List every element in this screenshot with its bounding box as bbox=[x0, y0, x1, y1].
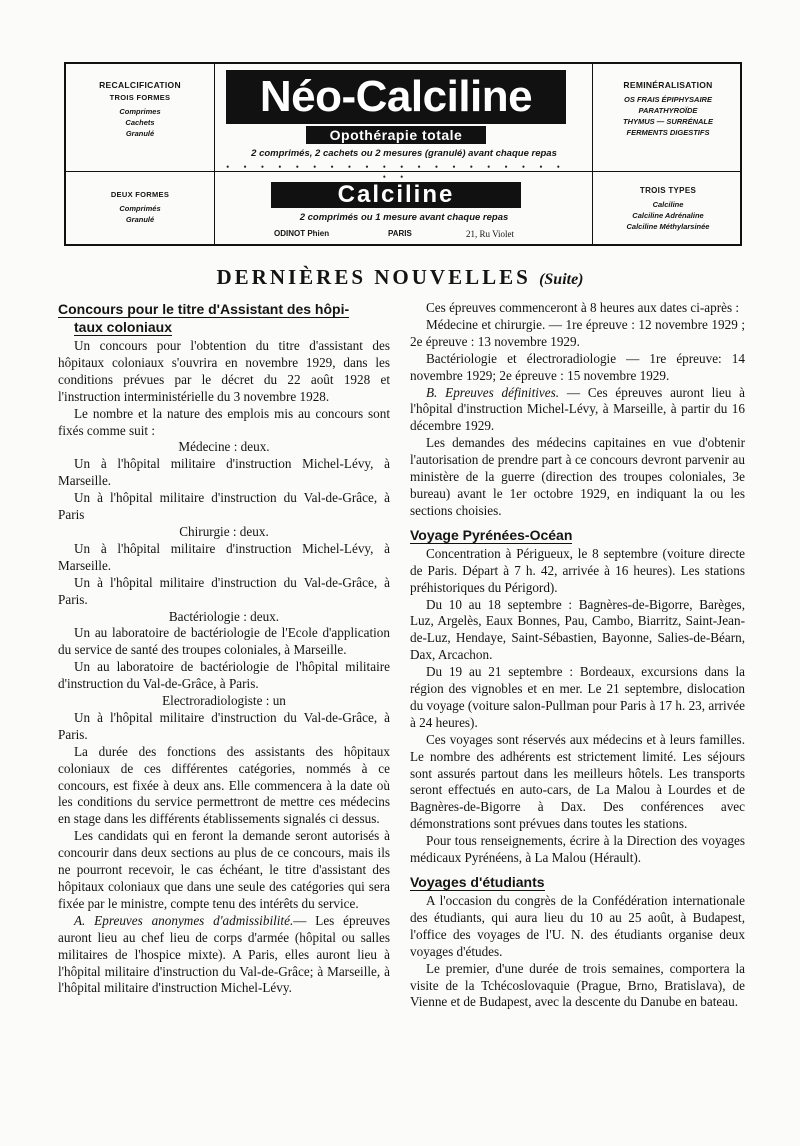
ad-divider-right bbox=[592, 64, 593, 244]
ad-left-item: Comprimes bbox=[119, 107, 161, 116]
ad-maker: ODINOT Phien bbox=[274, 229, 330, 238]
ad-divider-left bbox=[214, 64, 215, 244]
paragraph: A l'occasion du congrès de la Confédération internationale des étudiants, qui aura lieu du 10 au 25 août, à Budapest, l'office des voyages de l'U. N. des étudiants organise deux voyages d'études. bbox=[410, 893, 745, 959]
paragraph: Du 19 au 21 septembre : Bordeaux, excursions dans la région des vignobles et en mer. Le 21 septembre, dislocation du voyage (voiture salon-Pullman pour Paris à 17 h. 23, arrivée à 24 heures). bbox=[410, 664, 745, 730]
category-heading: Médecine : deux. bbox=[178, 439, 270, 455]
paragraph: Un à l'hôpital militaire d'instruction du Val-de-Grâce, à Paris. bbox=[58, 709, 390, 742]
page-title-suite: (Suite) bbox=[539, 271, 584, 288]
ad-right-heading: REMINÉRALISATION bbox=[623, 80, 713, 90]
paragraph: Ces voyages sont réservés aux médecins et à leurs familles. Le nombre des adhérents est strictement limité. Les séjours sont assurés partout dans les meilleurs hôtels. Les transports seront effectués en auto-cars, de La Malou à Lourdes et de Bagnères-de-Bigorre à Dax. Des conférences avec démonstrations sont prévues dans toutes les stations. bbox=[410, 731, 745, 832]
ad-right-item: THYMUS — SURRÉNALE bbox=[622, 117, 713, 126]
ad-left-sub: TROIS FORMES bbox=[109, 93, 171, 102]
ad-right2-item: Calciline Méthylarsinée bbox=[626, 222, 710, 231]
paragraph: Un à l'hôpital militaire d'instruction Michel-Lévy, à Marseille. bbox=[58, 456, 390, 489]
brand-neo-calciline: Néo-Calciline bbox=[226, 70, 566, 124]
ad-left-heading: RECALCIFICATION bbox=[99, 80, 181, 90]
brand-calciline: Calciline bbox=[271, 182, 521, 208]
ad-right-bottom bbox=[596, 186, 740, 232]
ad-city: PARIS bbox=[388, 229, 412, 238]
section-heading-line: Voyages d'étudiants bbox=[410, 874, 545, 890]
page-title-text: DERNIÈRES NOUVELLES bbox=[216, 265, 531, 289]
paragraph: La durée des fonctions des assistants des hôpitaux coloniaux de ces différentes catégories, nommés à ce concours, est fixée à deux ans. Elle commencera à la date où les conditions du service permettront de mettre ces médecins en stage dans les différents établissements signalés ci dessus. bbox=[58, 743, 390, 827]
paragraph: Un à l'hôpital militaire d'instruction Michel-Lévy, à Marseille. bbox=[58, 540, 390, 573]
ad-right2-item: Calciline Adrénaline bbox=[632, 211, 704, 220]
paragraph: Le premier, d'une durée de trois semaines, comportera la visite de la Tchécoslovaquie (Prague, Brno, Bratislava), de Vienne et de Budapest, avec la descente du Danube en bateau. bbox=[410, 960, 745, 1010]
paragraph-label: B. Epreuves définitives. bbox=[426, 384, 560, 400]
ad-left-item: Granulé bbox=[125, 129, 155, 138]
category-heading: Bactériologie : deux. bbox=[168, 608, 280, 624]
ad-right-item: OS FRAIS ÉPIPHYSAIRE bbox=[624, 95, 712, 104]
brand-subtitle: Opothérapie totale bbox=[306, 126, 486, 144]
paragraph-text: — Les épreuves auront lieu au chef lieu de corps d'armée (hôpital ou salles militaires de l'hospice mixte). A Paris, elles auront lieu à l'hôpital militaire d'instruction du Val-de-Grâce; à Marseille, à l'hôpital militaire d'instruction Michel-Lévy. bbox=[58, 912, 390, 996]
paragraph: Concentration à Périgueux, le 8 septembre (voiture directe de Paris. Départ à 7 h. 42, arrivée à 16 heures). Les stations préhistoriques du Périgord). bbox=[410, 545, 745, 595]
ad-dosage-2: 2 comprimés ou 1 mesure avant chaque repas bbox=[299, 212, 509, 223]
paragraph: Un à l'hôpital militaire d'instruction du Val-de-Grâce, à Paris. bbox=[58, 574, 390, 607]
paragraph: Le nombre et la nature des emplois mis au concours sont fixés comme suit : bbox=[58, 405, 390, 438]
section-heading-etudiants bbox=[410, 873, 745, 891]
ad-left2-item: Granulé bbox=[125, 215, 155, 224]
ad-address: 21, Ru Violet bbox=[466, 229, 515, 239]
paragraph: Un au laboratoire de bactériologie de l'Ecole d'application du service de santé des troupes coloniales, à Marseille. bbox=[58, 625, 390, 658]
paragraph: Pour tous renseignements, écrire à la Direction des voyages médicaux Pyrénéens, à La Malou (Hérault). bbox=[410, 833, 745, 866]
paragraph: Un concours pour l'obtention du titre d'assistant des hôpitaux coloniaux s'ouvrira en novembre 1929, dans les conditions prévues par le décret du 22 août 1928 et l'instruction interministérielle du 3 novembre 1928. bbox=[58, 338, 390, 404]
section-heading-concours bbox=[58, 300, 390, 336]
ad-right-top bbox=[596, 80, 740, 138]
paragraph: Ces épreuves commenceront à 8 heures aux dates ci-après : bbox=[426, 300, 740, 315]
ad-left-item: Cachets bbox=[125, 118, 155, 127]
paragraph: Médecine et chirurgie. — 1re épreuve : 12 novembre 1929 ; 2e épreuve : 13 novembre 1929. bbox=[410, 316, 745, 349]
page-title bbox=[0, 265, 800, 290]
category-heading: Chirurgie : deux. bbox=[179, 523, 269, 539]
ad-left2-item: Comprimés bbox=[119, 204, 161, 213]
paragraph: Les demandes des médecins capitaines en vue d'obtenir l'autorisation de prendre part à ce concours devront parvenir au ministère de la guerre (direction des troupes coloniales, 3e bureau) avant le 1er octobre 1929, en indiquant la ou les sections choisies. bbox=[410, 435, 745, 518]
right-column bbox=[410, 300, 745, 1011]
paragraph bbox=[58, 913, 390, 998]
ad-dotted-rule: • • • • • • • • • • • • • • • • • • • • • • bbox=[226, 162, 566, 182]
section-heading-line: Voyage Pyrénées-Océan bbox=[410, 526, 573, 543]
paragraph: Un au laboratoire de bactériologie de l'hôpital militaire d'instruction du Val-de-Grâce, à Paris. bbox=[58, 659, 390, 692]
ad-left-bottom bbox=[70, 190, 210, 225]
ad-right-item: PARATHYROÏDE bbox=[638, 106, 698, 115]
paragraph-label: A. Epreuves anonymes d'admissibilité. bbox=[74, 912, 294, 928]
advertisement-box bbox=[64, 62, 742, 246]
section-heading-line: taux coloniaux bbox=[74, 319, 173, 335]
ad-right-item: FERMENTS DIGESTIFS bbox=[626, 128, 710, 137]
paragraph bbox=[410, 385, 745, 436]
paragraph: Du 10 au 18 septembre : Bagnères-de-Bigorre, Barèges, Luz, Argelès, Eaux Bonnes, Pau, Cambo, Biarritz, Saint-Jean-de-Luz, Hendaye, Saint-Sébastien, Bayonne, Salies-de-Béarn, Dax, Arcachon. bbox=[410, 596, 745, 663]
paragraph-text: — Ces épreuves auront lieu à l'hôpital d'instruction Michel-Lévy, à Marseille, à partir du 16 décembre 1929. bbox=[410, 384, 745, 434]
ad-left2-heading: DEUX FORMES bbox=[110, 190, 170, 199]
category-heading: Electroradiologiste : un bbox=[162, 693, 286, 709]
ad-left-top bbox=[70, 80, 210, 139]
paragraph: Un à l'hôpital militaire d'instruction du Val-de-Grâce, à Paris bbox=[58, 490, 390, 523]
paragraph: Bactériologie et électroradiologie — 1re épreuve: 14 novembre 1929; 2e épreuve : 15 novembre 1929. bbox=[410, 350, 745, 383]
ad-dosage-1: 2 comprimés, 2 cachets ou 2 mesures (granulé) avant chaque repas bbox=[251, 148, 557, 159]
section-heading-voyage bbox=[410, 526, 745, 544]
ad-right2-heading: TROIS TYPES bbox=[639, 186, 697, 195]
ad-right2-item: Calciline bbox=[652, 200, 684, 209]
section-heading-line: Concours pour le titre d'Assistant des hôpi- bbox=[58, 301, 350, 317]
left-column bbox=[58, 300, 390, 997]
paragraph: Les candidats qui en feront la demande seront autorisés à concourir dans deux sections au plus de ce concours, mais ils ne pourront recevoir, le cas échéant, le titre d'assistant des hôpitaux coloniaux que dans une seule des catégories qui sera fixée par le ministre, compte tenu des intérêts du service. bbox=[58, 828, 390, 911]
